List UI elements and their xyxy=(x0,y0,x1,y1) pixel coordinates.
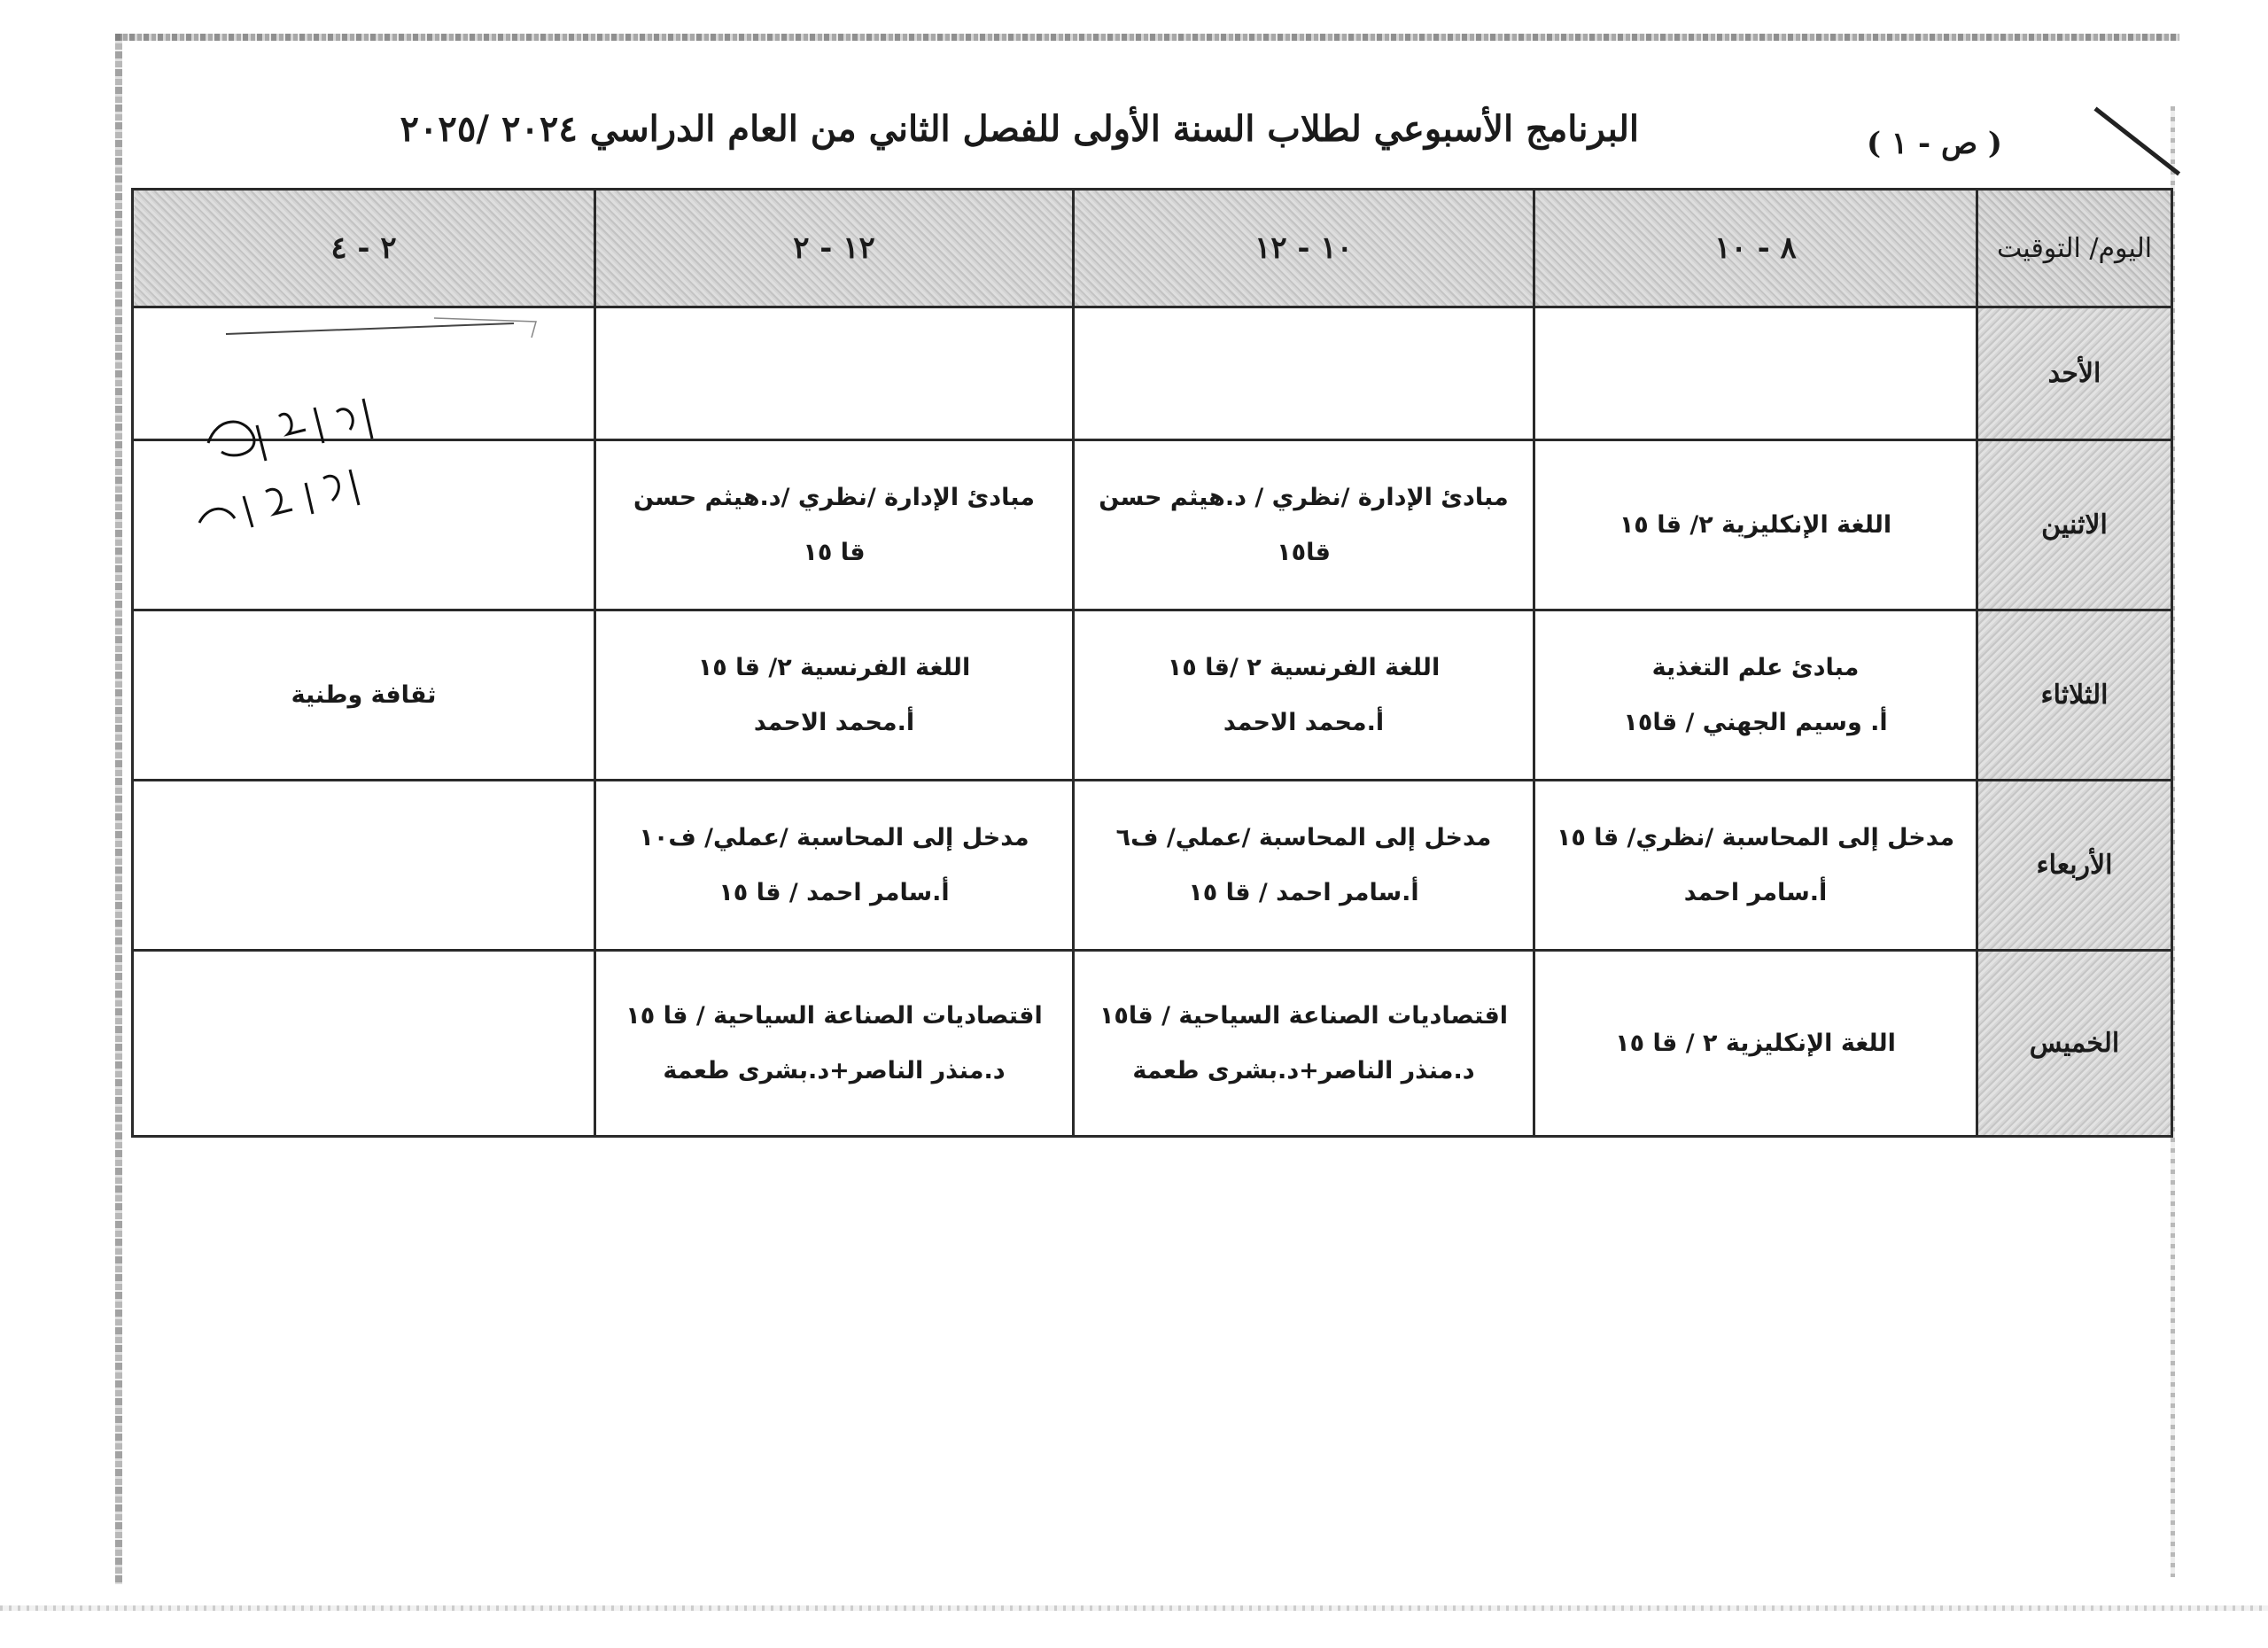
header-row xyxy=(133,190,2172,307)
schedule-cell xyxy=(595,781,1074,951)
schedule-row xyxy=(133,951,2172,1137)
course-detail: أ. وسيم الجهني / قا١٥ xyxy=(1623,708,1888,736)
schedule-cell xyxy=(595,307,1074,440)
schedule-cell xyxy=(1074,781,1534,951)
page-reference: ( ص - ١ ) xyxy=(1866,126,2002,161)
schedule-cell xyxy=(1074,951,1534,1137)
schedule-cell xyxy=(133,610,595,781)
schedule-cell xyxy=(595,951,1074,1137)
course-name: مدخل إلى المحاسبة /نظري/ قا ١٥ xyxy=(1556,823,1955,851)
schedule-cell xyxy=(1534,610,1977,781)
schedule-row xyxy=(133,610,2172,781)
day-time-header: اليوم/ التوقيت xyxy=(1977,190,2172,307)
time-slot-header: ١٢ - ٢ xyxy=(595,190,1074,307)
course-name: اللغة الفرنسية ٢/ قا ١٥ xyxy=(697,653,971,681)
day-label: الخميس xyxy=(1977,951,2172,1137)
schedule-cell xyxy=(595,610,1074,781)
course-name: مبادئ علم التغذية xyxy=(1651,653,1860,681)
course-detail: قا١٥ xyxy=(1277,538,1331,566)
course-name: اللغة الإنكليزية ٢/ قا ١٥ xyxy=(1619,510,1892,539)
handwriting-scribble xyxy=(182,381,403,558)
scan-edge-top xyxy=(115,34,2179,41)
schedule-cell xyxy=(1534,781,1977,951)
schedule-cell xyxy=(1534,307,1977,440)
course-name: مبادئ الإدارة /نظري / د.هيثم حسن xyxy=(1099,483,1509,511)
day-label: الأربعاء xyxy=(1977,781,2172,951)
schedule-cell xyxy=(1074,610,1534,781)
corner-pen-mark xyxy=(2093,107,2180,176)
course-name: اقتصاديات الصناعة السياحية / قا١٥ xyxy=(1099,1001,1509,1030)
course-name: مدخل إلى المحاسبة /عملي/ ف١٠ xyxy=(639,823,1029,851)
stamp-line-mark xyxy=(221,315,540,341)
schedule-cell xyxy=(595,440,1074,610)
scan-edge-left xyxy=(115,34,122,1584)
schedule-cell xyxy=(1074,440,1534,610)
day-label: الاثنين xyxy=(1977,440,2172,610)
course-name: اللغة الفرنسية ٢ /قا ١٥ xyxy=(1167,653,1441,681)
day-label: الأحد xyxy=(1977,307,2172,440)
course-detail: أ.محمد الاحمد xyxy=(753,708,915,736)
course-detail: أ.محمد الاحمد xyxy=(1223,708,1385,736)
course-name: مبادئ الإدارة /نظري /د.هيثم حسن xyxy=(633,483,1035,511)
time-slot-header: ٨ - ١٠ xyxy=(1534,190,1977,307)
course-name: اللغة الإنكليزية ٢ / قا ١٥ xyxy=(1615,1029,1896,1057)
course-name: اقتصاديات الصناعة السياحية / قا ١٥ xyxy=(625,1001,1043,1030)
course-name: مدخل إلى المحاسبة /عملي/ ف٦ xyxy=(1115,823,1492,851)
course-name: ثقافة وطنية xyxy=(291,680,437,709)
course-detail: أ.سامر احمد / قا ١٥ xyxy=(718,878,950,906)
document-title: البرنامج الأسبوعي لطلاب السنة الأولى للفصل الثاني من العام الدراسي ٢٠٢٤ /٢٠٢٥ xyxy=(400,108,1639,150)
day-label: الثلاثاء xyxy=(1977,610,2172,781)
schedule-row xyxy=(133,440,2172,610)
time-slot-header: ١٠ - ١٢ xyxy=(1074,190,1534,307)
course-detail: د.منذر الناصر+د.بشرى طعمة xyxy=(1132,1056,1475,1084)
course-detail: أ.سامر احمد / قا ١٥ xyxy=(1188,878,1419,906)
course-detail: أ.سامر احمد xyxy=(1683,878,1828,906)
schedule-cell xyxy=(1534,440,1977,610)
schedule-cell xyxy=(1534,951,1977,1137)
schedule-cell xyxy=(1074,307,1534,440)
scan-edge-bottom xyxy=(0,1605,2268,1611)
schedule-cell xyxy=(133,781,595,951)
course-detail: د.منذر الناصر+د.بشرى طعمة xyxy=(663,1056,1006,1084)
schedule-row xyxy=(133,781,2172,951)
time-slot-header: ٢ - ٤ xyxy=(133,190,595,307)
handwritten-date-note xyxy=(182,381,403,558)
course-detail: قا ١٥ xyxy=(803,538,866,566)
schedule-cell xyxy=(133,951,595,1137)
